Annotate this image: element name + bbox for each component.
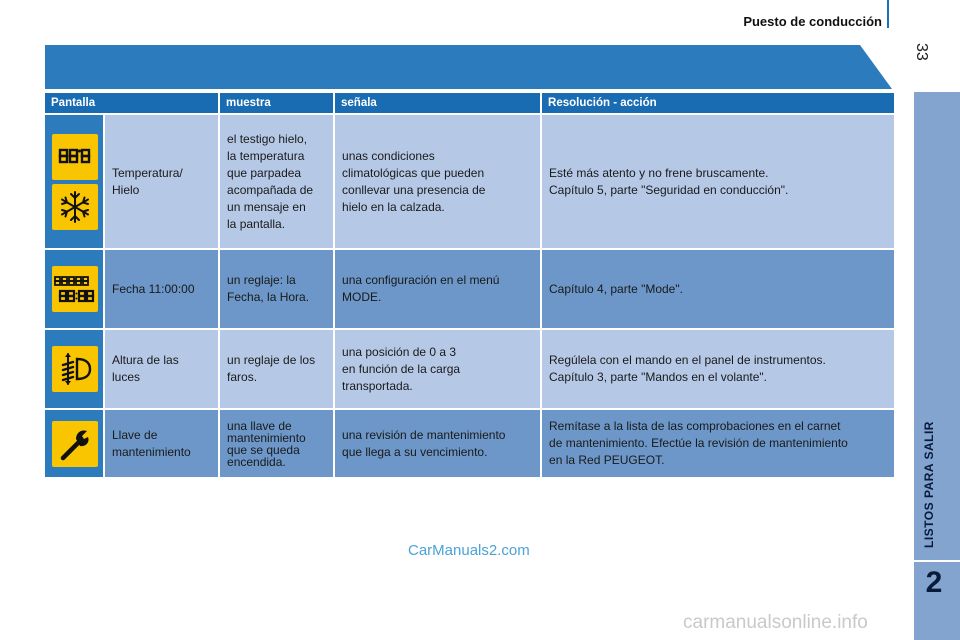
table-header-row [45, 93, 894, 113]
icon-cell [45, 330, 103, 408]
side-tab-divider [914, 560, 960, 562]
header-muestra: muestra [220, 93, 333, 113]
cell-resolucion: Capítulo 4, parte "Mode". [542, 250, 894, 328]
title-rule [887, 0, 889, 28]
section-title: Puesto de conducción [743, 14, 882, 29]
date-time-display-icon [52, 266, 98, 312]
header-senala: señala [335, 93, 540, 113]
table-row [45, 330, 894, 408]
table-row [45, 115, 894, 248]
cell-pantalla: Fecha 11:00:00 [105, 250, 218, 328]
header-pantalla: Pantalla [45, 93, 218, 113]
chapter-number: 2 [925, 566, 943, 599]
cell-muestra: el testigo hielo, la temperatura que parpadea acompañada de un mensaje en la pantalla. [220, 115, 333, 248]
table-row [45, 410, 894, 477]
cell-pantalla: Llave de mantenimiento [105, 410, 218, 477]
cell-resolucion: Esté más atento y no frene bruscamente. Capítulo 5, parte "Seguridad en conducción". [542, 115, 894, 248]
side-tab-label: LISTOS PARA SALIR [922, 421, 936, 548]
watermark-link[interactable]: CarManuals2.com [408, 542, 530, 559]
cell-resolucion: Regúlela con el mando en el panel de instrumentos. Capítulo 3, parte "Mandos en el volante". [542, 330, 894, 408]
watermark-text: carmanualsonline.info [683, 612, 868, 633]
warning-table [43, 91, 896, 479]
table-row [45, 250, 894, 328]
header-resolucion: Resolución - acción [542, 93, 894, 113]
page-number: 33 [913, 43, 930, 61]
wrench-icon [52, 421, 98, 467]
cell-muestra: un reglaje: la Fecha, la Hora. [220, 250, 333, 328]
cell-senala: una posición de 0 a 3 en función de la carga transportada. [335, 330, 540, 408]
icon-cell [45, 115, 103, 248]
cell-pantalla: Temperatura/ Hielo [105, 115, 218, 248]
icon-cell [45, 410, 103, 477]
cell-resolucion: Remítase a la lista de las comprobaciones en el carnet de mantenimiento. Efectúe la revisión de mantenimiento en la Red PEUGEOT. [542, 410, 894, 477]
header-band [45, 45, 892, 89]
cell-muestra: una llave de mantenimiento que se queda encendida. [220, 410, 333, 477]
cell-senala: una configuración en el menú MODE. [335, 250, 540, 328]
headlamp-height-icon [52, 346, 98, 392]
cell-senala: una revisión de mantenimiento que llega a su vencimiento. [335, 410, 540, 477]
temperature-display-icon [52, 134, 98, 180]
icon-cell [45, 250, 103, 328]
snowflake-icon [52, 184, 98, 230]
cell-pantalla: Altura de las luces [105, 330, 218, 408]
cell-muestra: un reglaje de los faros. [220, 330, 333, 408]
cell-senala: unas condiciones climatológicas que pueden conllevar una presencia de hielo en la calzada. [335, 115, 540, 248]
side-tab [914, 92, 960, 640]
